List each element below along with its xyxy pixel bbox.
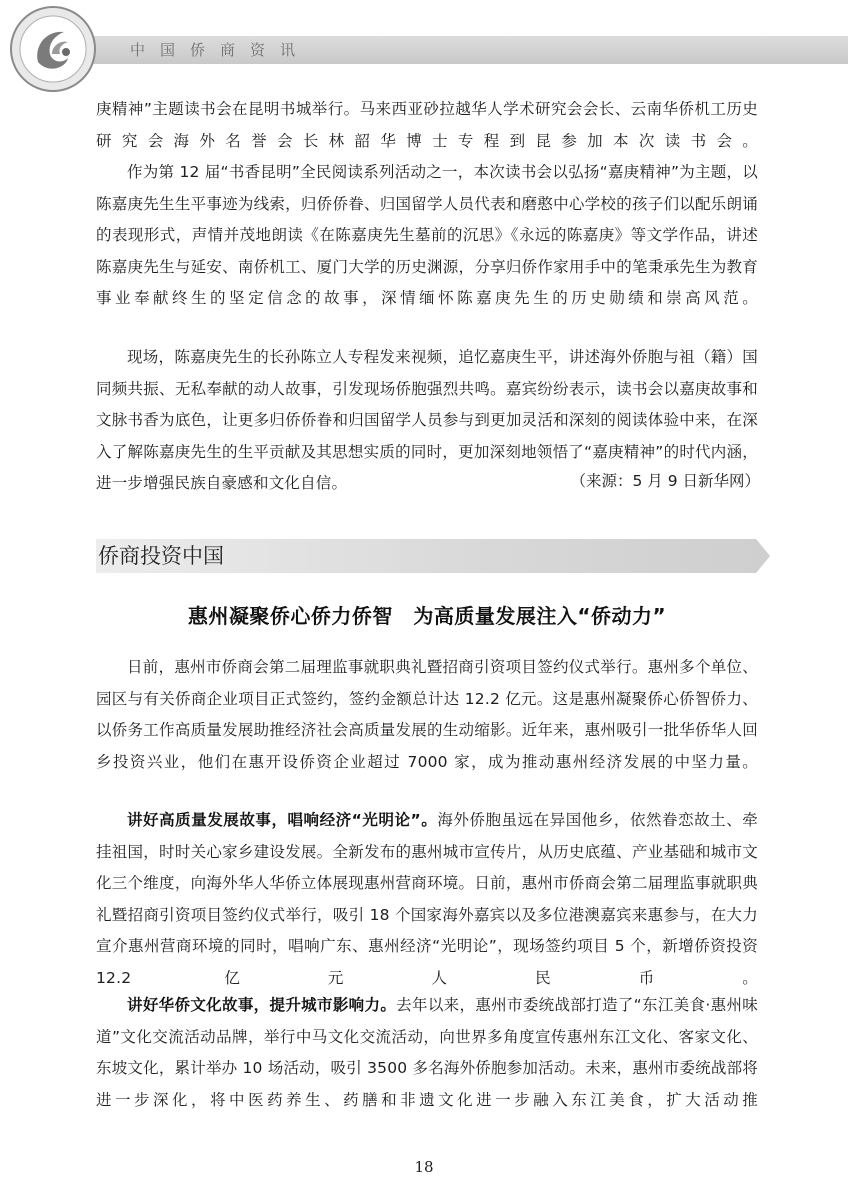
paragraph-continued: 庚精神”主题读书会在昆明书城举行。马来西亚砂拉越华人学术研究会会长、云南华侨机工历史研究会海外名誉会长林韶华博士专程到昆参加本次读书会。 xyxy=(96,100,758,150)
paragraph-point-2 xyxy=(96,990,758,1116)
article-source: （来源：5 月 9 日新华网） xyxy=(570,472,760,490)
section-label: 侨商投资中国 xyxy=(98,544,224,568)
point-2-body: 去年以来，惠州市委统战部打造了“东江美食·惠州味道”文化交流活动品牌，举行中马文化交流活动，向世界多角度宣传惠州东江文化、客家文化、东坡文化，累计举办 10 场活动，吸引 3500 多名海外侨胞参加活动。未来，惠州市委统战部将进一步深化，将中医药养生、药膳和非遗文化进一步融入东江美食，扩大活动推 xyxy=(96,996,758,1109)
point-1-heading: 讲好高质量发展故事，唱响经济“光明论”。 xyxy=(127,811,438,829)
point-2-heading: 讲好华侨文化故事，提升城市影响力。 xyxy=(127,996,397,1014)
paragraph-intro: 日前，惠州市侨商会第二届理监事就职典礼暨招商引资项目签约仪式举行。惠州多个单位、园区与有关侨商企业项目正式签约，签约金额总计达 12.2 亿元。这是惠州凝聚侨心侨智侨力、以侨务工作高质量发展助推经济社会高质量发展的生动缩影。近年来，惠州吸引一批华侨华人回乡投资兴业，他们在惠开设侨资企业超过 7000 家，成为推动惠州经济发展的中坚力量。 xyxy=(96,658,758,771)
paragraph-scene: 现场，陈嘉庚先生的长孙陈立人专程发来视频，追忆嘉庚生平，讲述海外侨胞与祖（籍）国同频共振、无私奉献的动人故事，引发现场侨胞强烈共鸣。嘉宾纷纷表示，读书会以嘉庚故事和文脉书香为底色，让更多归侨侨眷和归国留学人员参与到更加灵活和深刻的阅读体验中来，在深入了解陈嘉庚先生的生平贡献及其思想实质的同时，更加深刻地领悟了“嘉庚精神”的时代内涵，进一步增强民族自豪感和文化自信。 xyxy=(96,348,758,492)
point-1-body: 海外侨胞虽远在异国他乡，依然眷恋故土、牵挂祖国，时时关心家乡建设发展。全新发布的惠州城市宣传片，从历史底蕴、产业基础和城市文化三个维度，向海外华人华侨立体展现惠州营商环境。日前，惠州市侨商会第二届理监事就职典礼暨招商引资项目签约仪式举行，吸引 18 个国家海外嘉宾以及多位港澳嘉宾来惠参与，在大力宣介惠州营商环境的同时，唱响广东、惠州经济“光明论”，现场签约项目 5 个，新增侨资投资 12.2 亿元人民币。 xyxy=(96,811,758,987)
header-title: 中国侨商资讯 xyxy=(130,41,311,59)
article-title: 惠州凝聚侨心侨力侨智 为高质量发展注入“侨动力” xyxy=(187,604,667,628)
page-number: 18 xyxy=(414,1158,434,1176)
paragraph-reading-event: 作为第 12 届“书香昆明”全民阅读系列活动之一，本次读书会以弘扬“嘉庚精神”为主题，以陈嘉庚先生生平事迹为线索，归侨侨眷、归国留学人员代表和磨憨中心学校的孩子们以配乐朗诵的表现形式，声情并茂地朗读《在陈嘉庚先生墓前的沉思》《永远的陈嘉庚》等文学作品，讲述陈嘉庚先生与延安、南侨机工、厦门大学的历史渊源，分享归侨作家用手中的笔秉承先生为教育事业奉献终生的坚定信念的故事，深情缅怀陈嘉庚先生的历史勋绩和崇高风范。 xyxy=(96,163,758,307)
paragraph-point-1 xyxy=(96,805,758,994)
organization-logo xyxy=(8,4,98,94)
